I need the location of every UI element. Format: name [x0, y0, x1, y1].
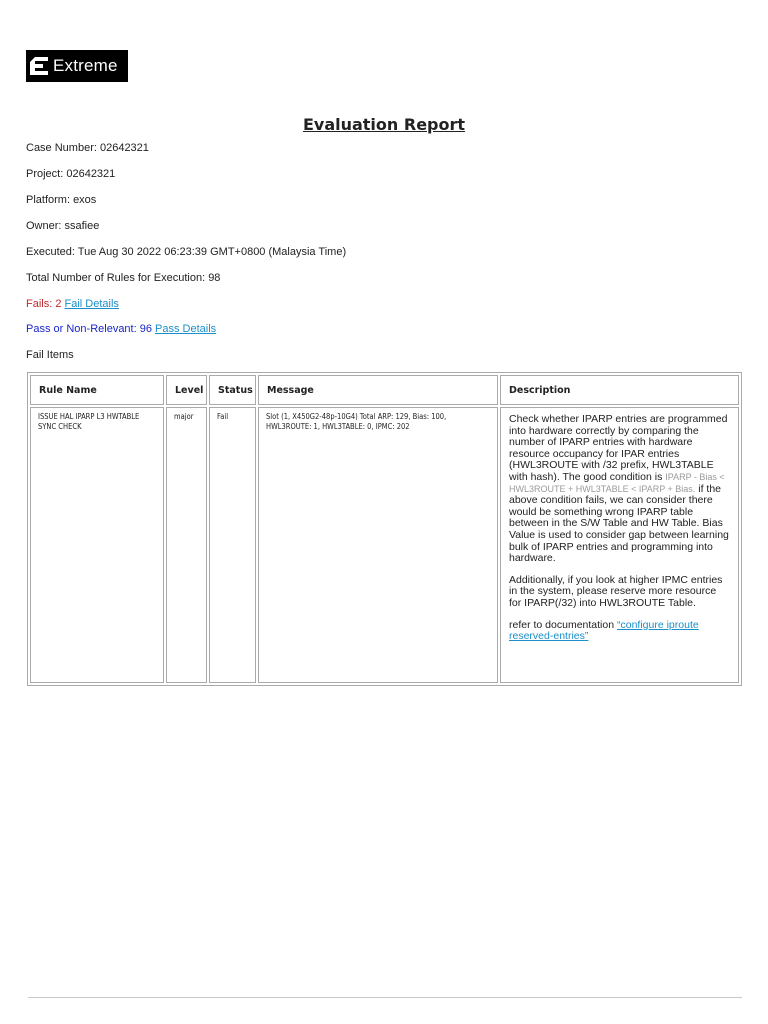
- fail-details-link[interactable]: Fail Details: [64, 298, 119, 310]
- logo-text: Extreme: [53, 56, 118, 75]
- refer-text: refer to documentation: [509, 618, 617, 631]
- project: Project: 02642321: [26, 168, 116, 180]
- owner: Owner: ssafiee: [26, 220, 100, 232]
- description-paragraph-2: Additionally, if you look at higher IPMC entries in the system, please reserve more resource for IPARP(/32) into HWL3ROUTE Table.: [509, 573, 723, 609]
- platform: Platform: exos: [26, 194, 97, 206]
- description-paragraph-3: [509, 620, 730, 643]
- pass-count: Pass or Non-Relevant: 96: [26, 323, 152, 335]
- header-message: Message: [258, 375, 498, 405]
- fails-count: Fails: 2: [26, 298, 62, 310]
- extreme-logo-icon: [30, 57, 48, 75]
- fail-items-table: [27, 372, 742, 686]
- header-level: Level: [166, 375, 207, 405]
- good-condition-formula: IPARP - Bias < HWL3ROUTE + HWL3TABLE < IPARP + Bias.: [509, 471, 725, 494]
- cell-description: [500, 407, 739, 683]
- total-rules: Total Number of Rules for Execution: 98: [26, 272, 221, 284]
- next-page-table-edge: [28, 997, 742, 998]
- header-rule-name: Rule Name: [30, 375, 164, 405]
- extreme-logo: [26, 50, 128, 82]
- fail-items-heading: Fail Items: [26, 349, 74, 361]
- pass-line: [26, 322, 216, 336]
- description-text-2: if the above condition fails, we can consider there would be something wrong IPARP table between in the S/W Table and HW Table. Bias Value is used to consider gap between learning bulk of IPARP entries and programming into hardware.: [509, 482, 729, 565]
- page-title: Evaluation Report: [302, 115, 466, 134]
- description-text-1: Check whether IPARP entries are programmed into hardware correctly by comparing the number of IPARP entries with hardware resource occupancy for IPAR entries (HWL3ROUTE with /32 prefix, HWL3TABLE with hash). The good condition is: [509, 413, 728, 483]
- pass-details-link[interactable]: Pass Details: [155, 323, 217, 335]
- cell-message: Slot (1, X450G2-48p-10G4) Total ARP: 129, Bias: 100, HWL3ROUTE: 1, HWL3TABLE: 0, IPMC: 202: [258, 407, 498, 683]
- table-row: [30, 407, 739, 683]
- header-status: Status: [209, 375, 256, 405]
- fails-line: [26, 297, 119, 311]
- header-description: Description: [500, 375, 739, 405]
- documentation-link[interactable]: “configure iproute reserved-entries”: [509, 618, 699, 643]
- cell-status: Fail: [209, 407, 256, 683]
- cell-level: major: [166, 407, 207, 683]
- executed-timestamp: Executed: Tue Aug 30 2022 06:23:39 GMT+0800 (Malaysia Time): [26, 246, 347, 258]
- cell-rule-name: ISSUE HAL IPARP L3 HWTABLE SYNC CHECK: [30, 407, 164, 683]
- table-header-row: [30, 375, 739, 405]
- case-number: Case Number: 02642321: [26, 142, 149, 154]
- description-paragraph-1: [509, 414, 730, 565]
